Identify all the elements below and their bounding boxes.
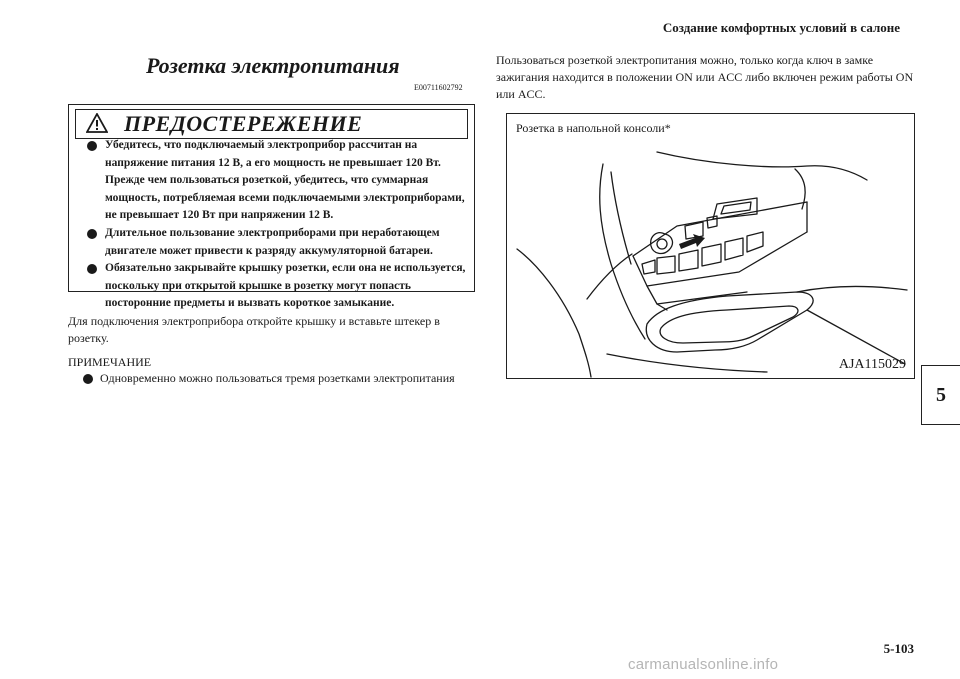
warning-item-text: Убедитесь, что подключаемый электроприбор рассчитан на напряжение питания 12 В, а его мощность не превышает 120 Вт. Прежде чем пользоваться розеткой, убедитесь, что суммарная мощность, потребляемая всеми подключаемыми электроприборами, не превышает 120 Вт при напряжении 12 В. [105, 139, 465, 222]
chapter-tab-label: 5 [936, 383, 946, 406]
warning-item [87, 260, 467, 313]
bullet-icon [87, 141, 97, 151]
figure-caption: Розетка в напольной консоли* [516, 121, 671, 135]
warning-item [87, 137, 467, 225]
note-item [83, 370, 480, 387]
warning-box [68, 104, 475, 310]
body-text: Для подключения электроприбора откройте крышку и вставьте штекер в розетку. [68, 314, 440, 345]
warning-item-text: Обязательно закрывайте крышку розетки, если она не используется, поскольку при открытой крышке в розетку могут попасть посторонние предметы и вызвать короткое замыкание. [105, 262, 466, 310]
warning-heading: ПРЕДОСТЕРЕЖЕНИЕ [124, 111, 363, 136]
warning-item [87, 225, 467, 260]
chapter-tab[interactable] [921, 365, 960, 425]
socket-console-illustration [507, 114, 915, 379]
warning-header [75, 109, 468, 139]
figure-box [506, 113, 915, 379]
page-number: 5-103 [883, 641, 914, 656]
warning-item-text: Длительное пользование электроприборами при неработающем двигателе может привести к разряду аккумуляторной батареи. [105, 226, 440, 257]
right-column-text: Пользоваться розеткой электропитания можно, только когда ключ в замке зажигания находится в положении ON или ACC либо включен режим работы ON или ACC. [496, 53, 914, 101]
watermark: carmanualsonline.info [628, 656, 779, 673]
figure-code: AJA115029 [838, 357, 906, 372]
section-code: E00711602792 [414, 83, 463, 92]
note-item-text: Одновременно можно пользоваться тремя розетками электропитания [100, 371, 455, 385]
warning-triangle-icon [86, 113, 108, 133]
warning-list [87, 137, 467, 313]
section-title: Розетка электропитания [146, 53, 400, 78]
bullet-icon [87, 264, 97, 274]
note-label: ПРИМЕЧАНИЕ [68, 355, 152, 369]
bullet-icon [87, 229, 97, 239]
header-title: Создание комфортных условий в салоне [662, 20, 900, 35]
bullet-icon [83, 374, 93, 384]
